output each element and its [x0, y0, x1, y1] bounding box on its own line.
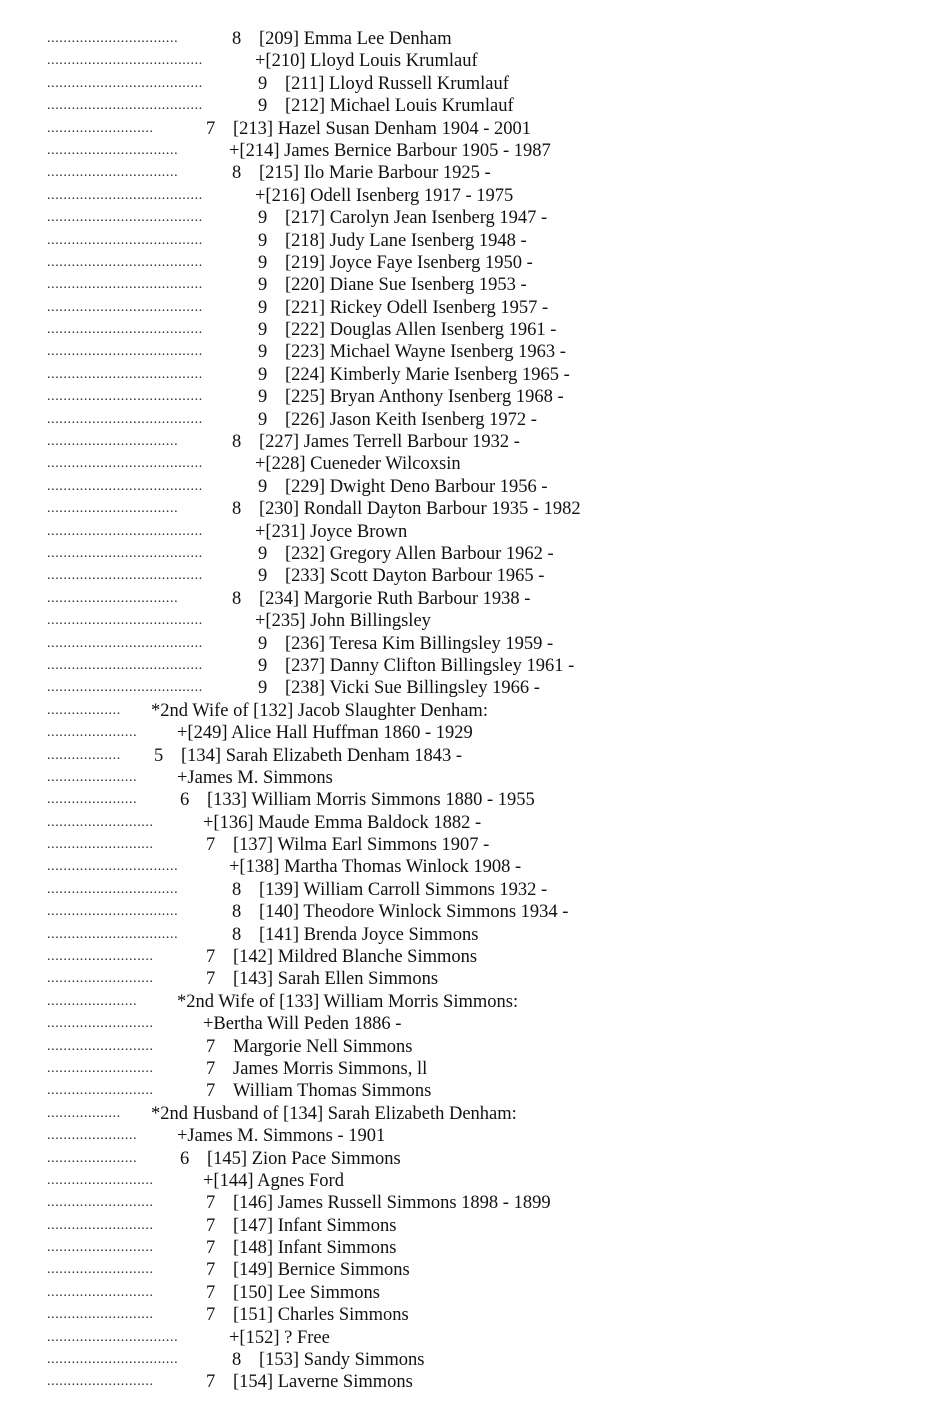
- person-entry: Margorie Nell Simmons: [233, 1036, 413, 1057]
- person-entry: [229] Dwight Deno Barbour 1956 -: [285, 476, 548, 497]
- dot-leader: ..........................: [47, 1060, 154, 1076]
- report-row: [0, 1215, 931, 1237]
- generation-number: 8: [232, 29, 242, 49]
- dot-leader: ......................................: [47, 389, 203, 405]
- generation-number: 9: [258, 566, 268, 587]
- generation-number: 7: [206, 1282, 216, 1303]
- report-row: [0, 834, 931, 856]
- person-entry: [212] Michael Louis Krumlauf: [285, 96, 514, 117]
- person-entry: [232] Gregory Allen Barbour 1962 -: [285, 543, 554, 564]
- dot-leader: ......................: [47, 993, 138, 1009]
- person-entry: James Morris Simmons, ll: [233, 1058, 428, 1079]
- generation-number: 7: [206, 947, 216, 968]
- dot-leader: ................................: [47, 881, 179, 897]
- dot-leader: ......................................: [47, 478, 203, 494]
- person-entry: [221] Rickey Odell Isenberg 1957 -: [285, 297, 549, 318]
- person-entry: [238] Vicki Sue Billingsley 1966 -: [285, 678, 540, 699]
- dot-leader: ......................................: [47, 75, 203, 91]
- dot-leader: ......................................: [47, 635, 203, 651]
- report-row: [0, 767, 931, 789]
- generation-number: 8: [232, 902, 242, 923]
- spouse-entry: +[214] James Bernice Barbour 1905 - 1987: [229, 140, 551, 161]
- generation-number: 7: [206, 1305, 216, 1326]
- report-row: [0, 453, 931, 475]
- generation-number: 8: [232, 924, 242, 945]
- report-row: [0, 185, 931, 207]
- dot-leader: ..........................: [47, 814, 154, 830]
- person-entry: [224] Kimberly Marie Isenberg 1965 -: [285, 364, 570, 385]
- dot-leader: ................................: [47, 165, 179, 181]
- report-row: [0, 319, 931, 341]
- dot-leader: ......................: [47, 792, 138, 808]
- dot-leader: ......................................: [47, 254, 203, 270]
- dot-leader: ......................................: [47, 613, 203, 629]
- report-row: [0, 252, 931, 274]
- spouse-entry: +[231] Joyce Brown: [255, 521, 408, 542]
- generation-number: 9: [258, 320, 268, 341]
- generation-number: 9: [258, 678, 268, 699]
- generation-number: 7: [206, 1260, 216, 1281]
- person-entry: [222] Douglas Allen Isenberg 1961 -: [285, 320, 557, 341]
- person-entry: [151] Charles Simmons: [233, 1305, 409, 1326]
- generation-number: 9: [258, 409, 268, 430]
- dot-leader: ......................: [47, 1150, 138, 1166]
- marriage-note: *2nd Wife of [132] Jacob Slaughter Denham:: [151, 700, 488, 721]
- report-row: [0, 162, 931, 184]
- report-row: [0, 722, 931, 744]
- generation-number: 9: [258, 543, 268, 564]
- person-entry: [209] Emma Lee Denham: [259, 29, 452, 49]
- dot-leader: ......................................: [47, 187, 203, 203]
- person-entry: [237] Danny Clifton Billingsley 1961 -: [285, 655, 575, 676]
- generation-number: 9: [258, 73, 268, 94]
- report-row: [0, 364, 931, 386]
- generation-number: 6: [180, 790, 190, 811]
- dot-leader: ................................: [47, 1352, 179, 1368]
- spouse-entry: +James M. Simmons - 1901: [177, 1126, 386, 1147]
- person-entry: [217] Carolyn Jean Isenberg 1947 -: [285, 208, 548, 229]
- dot-leader: ..........................: [47, 1374, 154, 1390]
- report-row: [0, 1371, 931, 1393]
- dot-leader: ................................: [47, 142, 179, 158]
- report-row: [0, 140, 931, 162]
- person-entry: [236] Teresa Kim Billingsley 1959 -: [285, 633, 554, 654]
- dot-leader: ......................................: [47, 344, 203, 360]
- generation-number: 9: [258, 342, 268, 363]
- generation-number: 9: [258, 297, 268, 318]
- generation-number: 9: [258, 633, 268, 654]
- report-row: [0, 1125, 931, 1147]
- person-entry: [141] Brenda Joyce Simmons: [259, 924, 479, 945]
- report-row: [0, 1282, 931, 1304]
- report-row: [0, 498, 931, 520]
- dot-leader: ..........................: [47, 837, 154, 853]
- report-row: [0, 73, 931, 95]
- dot-leader: ......................................: [47, 366, 203, 382]
- person-entry: [143] Sarah Ellen Simmons: [233, 969, 439, 990]
- dot-leader: ......................: [47, 769, 138, 785]
- report-row: [0, 1103, 931, 1125]
- generation-number: 8: [232, 499, 242, 520]
- generation-number: 8: [232, 879, 242, 900]
- spouse-entry: +[152] ? Free: [229, 1327, 330, 1348]
- spouse-entry: +[228] Cueneder Wilcoxsin: [255, 454, 461, 475]
- report-row: [0, 1259, 931, 1281]
- generation-number: 7: [206, 1058, 216, 1079]
- dot-leader: ......................................: [47, 98, 203, 114]
- dot-leader: ......................................: [47, 657, 203, 673]
- report-row: [0, 1237, 931, 1259]
- report-row: [0, 1192, 931, 1214]
- report-row: [0, 879, 931, 901]
- generation-number: 5: [154, 745, 164, 766]
- dot-leader: ..........................: [47, 1016, 154, 1032]
- dot-leader: ..................: [47, 1105, 121, 1121]
- report-row: [0, 1327, 931, 1349]
- report-row: [0, 610, 931, 632]
- person-entry: [148] Infant Simmons: [233, 1238, 397, 1259]
- generation-number: 7: [206, 835, 216, 856]
- generation-number: 6: [180, 1148, 190, 1169]
- person-entry: [227] James Terrell Barbour 1932 -: [259, 432, 520, 453]
- person-entry: [230] Rondall Dayton Barbour 1935 - 1982: [259, 499, 581, 520]
- dot-leader: ......................................: [47, 523, 203, 539]
- person-entry: [146] James Russell Simmons 1898 - 1899: [233, 1193, 551, 1214]
- spouse-entry: +[136] Maude Emma Baldock 1882 -: [203, 812, 482, 833]
- generation-number: 7: [206, 118, 216, 139]
- person-entry: [225] Bryan Anthony Isenberg 1968 -: [285, 387, 564, 408]
- report-row: [0, 1080, 931, 1102]
- report-row: [0, 633, 931, 655]
- dot-leader: ..........................: [47, 1240, 154, 1256]
- report-row: [0, 1349, 931, 1371]
- generation-number: 7: [206, 1081, 216, 1102]
- report-row: [0, 700, 931, 722]
- report-row: [0, 230, 931, 252]
- dot-leader: ..........................: [47, 1083, 154, 1099]
- report-row: [0, 1304, 931, 1326]
- report-row: [0, 409, 931, 431]
- dot-leader: ..........................: [47, 1038, 154, 1054]
- person-entry: [140] Theodore Winlock Simmons 1934 -: [259, 902, 569, 923]
- person-entry: [134] Sarah Elizabeth Denham 1843 -: [181, 745, 463, 766]
- report-row: [0, 946, 931, 968]
- marriage-note: *2nd Wife of [133] William Morris Simmons:: [177, 991, 519, 1012]
- person-entry: [213] Hazel Susan Denham 1904 - 2001: [233, 118, 531, 139]
- generation-number: 7: [206, 1372, 216, 1393]
- dot-leader: ..................: [47, 702, 121, 718]
- dot-leader: ................................: [47, 926, 179, 942]
- generation-number: 8: [232, 1350, 242, 1371]
- report-row: [0, 991, 931, 1013]
- dot-leader: ................................: [47, 859, 179, 875]
- report-row: [0, 789, 931, 811]
- report-row: [0, 297, 931, 319]
- generation-number: 9: [258, 476, 268, 497]
- person-entry: [218] Judy Lane Isenberg 1948 -: [285, 230, 527, 251]
- generation-number: 9: [258, 364, 268, 385]
- spouse-entry: +Bertha Will Peden 1886 -: [203, 1014, 402, 1035]
- person-entry: [149] Bernice Simmons: [233, 1260, 410, 1281]
- dot-leader: ..........................: [47, 1284, 154, 1300]
- spouse-entry: +[249] Alice Hall Huffman 1860 - 1929: [177, 723, 473, 744]
- report-row: [0, 565, 931, 587]
- report-row: [0, 812, 931, 834]
- spouse-entry: +[144] Agnes Ford: [203, 1170, 344, 1191]
- report-row: [0, 901, 931, 923]
- dot-leader: ......................................: [47, 232, 203, 248]
- descendant-report: [0, 28, 931, 1394]
- report-row: [0, 95, 931, 117]
- spouse-entry: +[216] Odell Isenberg 1917 - 1975: [255, 185, 514, 206]
- person-entry: [220] Diane Sue Isenberg 1953 -: [285, 275, 527, 296]
- report-row: [0, 207, 931, 229]
- dot-leader: ................................: [47, 904, 179, 920]
- report-row: [0, 1013, 931, 1035]
- report-row: [0, 543, 931, 565]
- dot-leader: ..........................: [47, 1172, 154, 1188]
- dot-leader: ................................: [47, 501, 179, 517]
- dot-leader: ......................................: [47, 411, 203, 427]
- person-entry: [139] William Carroll Simmons 1932 -: [259, 879, 548, 900]
- dot-leader: ......................................: [47, 568, 203, 584]
- report-row: [0, 431, 931, 453]
- generation-number: 7: [206, 969, 216, 990]
- spouse-entry: +[210] Lloyd Louis Krumlauf: [255, 51, 478, 72]
- report-row: [0, 677, 931, 699]
- person-entry: [147] Infant Simmons: [233, 1215, 397, 1236]
- dot-leader: ......................................: [47, 322, 203, 338]
- dot-leader: ..................: [47, 747, 121, 763]
- spouse-entry: +[235] John Billingsley: [255, 611, 431, 632]
- dot-leader: ................................: [47, 31, 179, 46]
- generation-number: 8: [232, 163, 242, 184]
- dot-leader: ......................................: [47, 545, 203, 561]
- report-row: [0, 1148, 931, 1170]
- report-row: [0, 1170, 931, 1192]
- dot-leader: ..........................: [47, 1262, 154, 1278]
- report-row: [0, 274, 931, 296]
- report-row: [0, 521, 931, 543]
- generation-number: 7: [206, 1238, 216, 1259]
- person-entry: [226] Jason Keith Isenberg 1972 -: [285, 409, 537, 430]
- dot-leader: ......................................: [47, 277, 203, 293]
- generation-number: 7: [206, 1193, 216, 1214]
- report-row: [0, 588, 931, 610]
- dot-leader: ......................................: [47, 680, 203, 696]
- person-entry: [154] Laverne Simmons: [233, 1372, 413, 1393]
- marriage-note: *2nd Husband of [134] Sarah Elizabeth Denham:: [151, 1103, 517, 1124]
- dot-leader: ................................: [47, 1329, 179, 1345]
- report-row: [0, 924, 931, 946]
- person-entry: [211] Lloyd Russell Krumlauf: [285, 73, 509, 94]
- dot-leader: ..........................: [47, 1195, 154, 1211]
- person-entry: [153] Sandy Simmons: [259, 1350, 425, 1371]
- spouse-entry: +James M. Simmons: [177, 767, 333, 788]
- dot-leader: ......................: [47, 1128, 138, 1144]
- report-row: [0, 28, 931, 50]
- person-entry: William Thomas Simmons: [233, 1081, 432, 1102]
- generation-number: 9: [258, 96, 268, 117]
- report-row: [0, 655, 931, 677]
- report-row: [0, 476, 931, 498]
- person-entry: [233] Scott Dayton Barbour 1965 -: [285, 566, 545, 587]
- dot-leader: ..........................: [47, 949, 154, 965]
- dot-leader: ................................: [47, 434, 179, 450]
- report-row: [0, 341, 931, 363]
- person-entry: [150] Lee Simmons: [233, 1282, 380, 1303]
- generation-number: 9: [258, 387, 268, 408]
- report-row: [0, 118, 931, 140]
- spouse-entry: +[138] Martha Thomas Winlock 1908 -: [229, 857, 522, 878]
- report-row: [0, 386, 931, 408]
- dot-leader: ..........................: [47, 1217, 154, 1233]
- generation-number: 8: [232, 432, 242, 453]
- generation-number: 9: [258, 252, 268, 273]
- dot-leader: ................................: [47, 590, 179, 606]
- generation-number: 9: [258, 655, 268, 676]
- person-entry: [223] Michael Wayne Isenberg 1963 -: [285, 342, 566, 363]
- dot-leader: ......................: [47, 725, 138, 741]
- dot-leader: ..........................: [47, 120, 154, 136]
- person-entry: [215] Ilo Marie Barbour 1925 -: [259, 163, 491, 184]
- report-row: [0, 50, 931, 72]
- report-row: [0, 1058, 931, 1080]
- report-row: [0, 856, 931, 878]
- report-row: [0, 1036, 931, 1058]
- person-entry: [145] Zion Pace Simmons: [207, 1148, 401, 1169]
- generation-number: 8: [232, 588, 242, 609]
- dot-leader: ......................................: [47, 456, 203, 472]
- dot-leader: ..........................: [47, 971, 154, 987]
- person-entry: [142] Mildred Blanche Simmons: [233, 947, 478, 968]
- person-entry: [137] Wilma Earl Simmons 1907 -: [233, 835, 490, 856]
- generation-number: 9: [258, 230, 268, 251]
- dot-leader: ......................................: [47, 210, 203, 226]
- generation-number: 7: [206, 1215, 216, 1236]
- report-row: [0, 968, 931, 990]
- dot-leader: ..........................: [47, 1307, 154, 1323]
- generation-number: 7: [206, 1036, 216, 1057]
- person-entry: [234] Margorie Ruth Barbour 1938 -: [259, 588, 531, 609]
- dot-leader: ......................................: [47, 299, 203, 315]
- dot-leader: ......................................: [47, 53, 203, 69]
- person-entry: [133] William Morris Simmons 1880 - 1955: [207, 790, 535, 811]
- generation-number: 9: [258, 208, 268, 229]
- person-entry: [219] Joyce Faye Isenberg 1950 -: [285, 252, 533, 273]
- report-row: [0, 745, 931, 767]
- generation-number: 9: [258, 275, 268, 296]
